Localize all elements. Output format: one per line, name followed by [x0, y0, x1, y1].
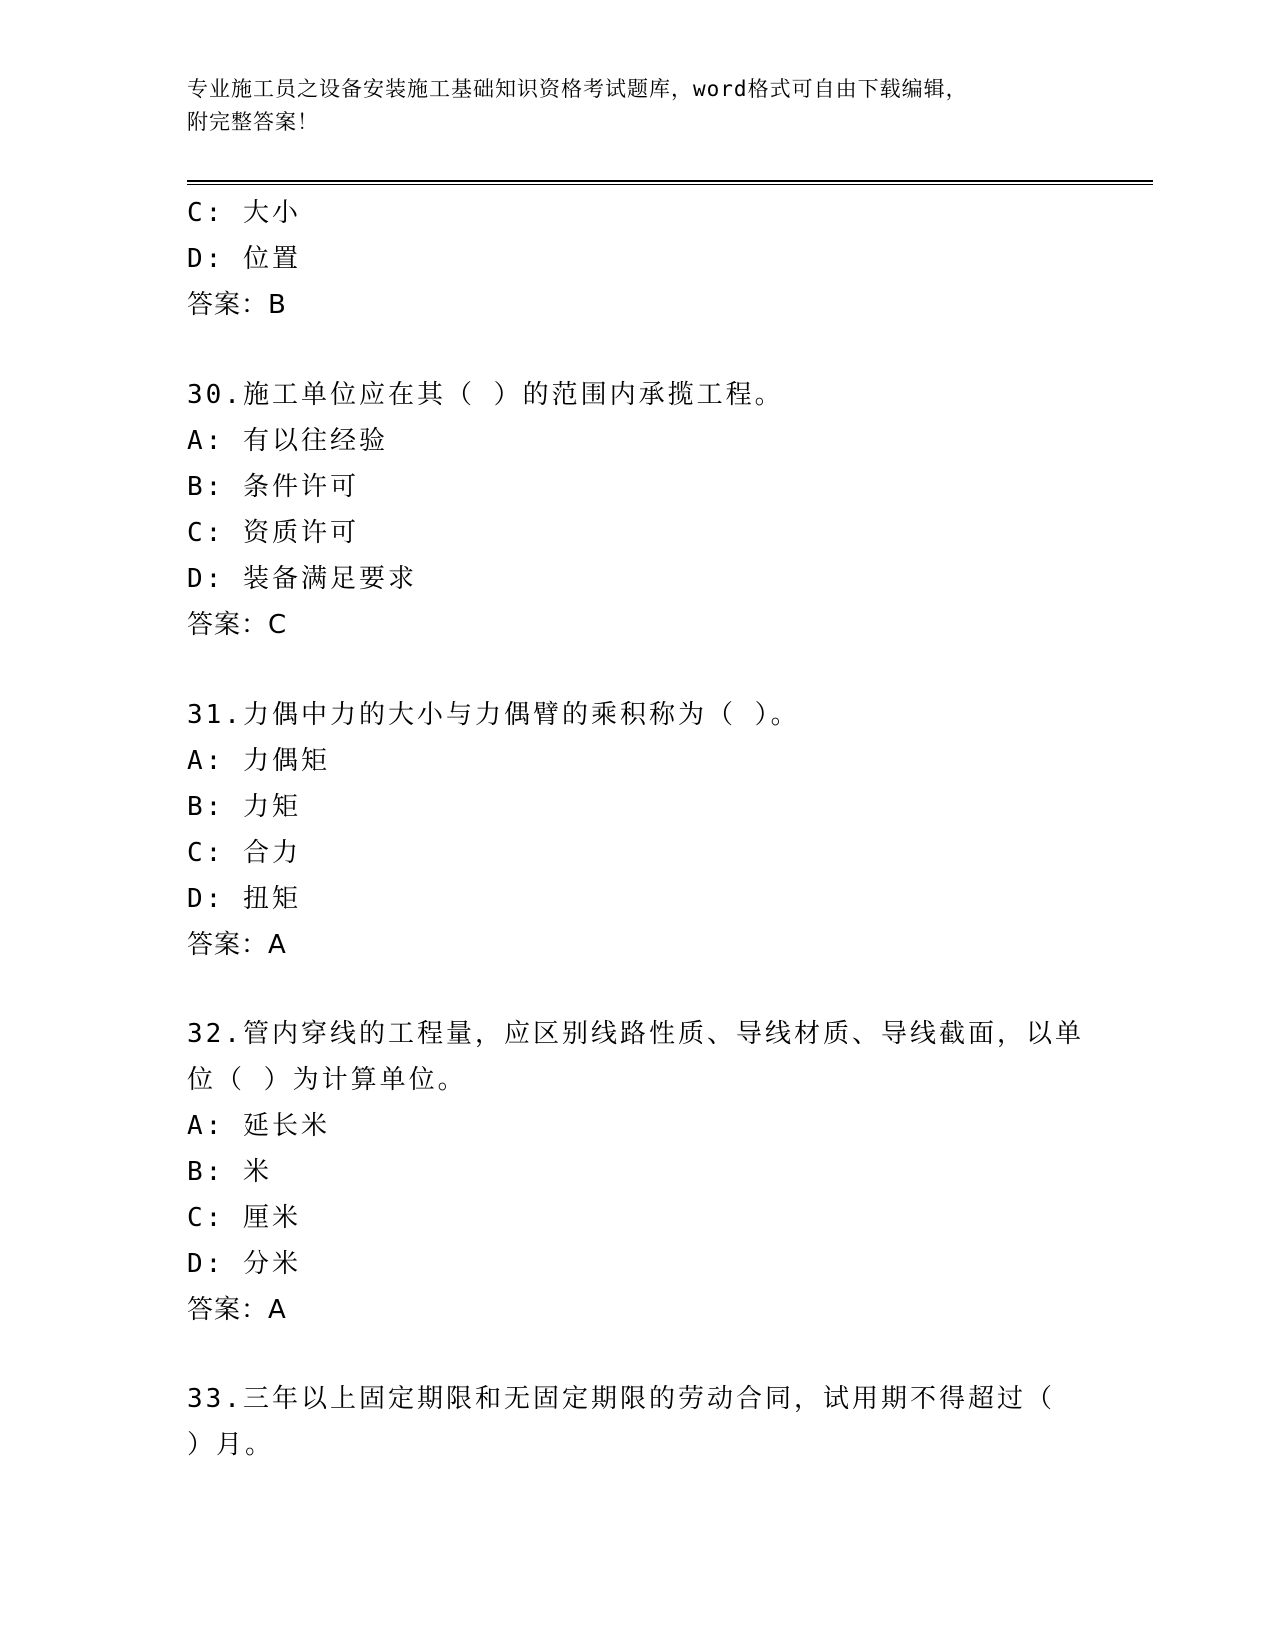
q31-option-a: A: 力偶矩	[187, 746, 330, 776]
spacer	[187, 648, 1087, 692]
spacer	[187, 968, 1087, 1012]
header-line-2: 附完整答案！	[187, 110, 319, 134]
document-header	[187, 73, 1087, 139]
q32-option-a: A: 延长米	[187, 1111, 330, 1141]
q32-option-b: B: 米	[187, 1157, 272, 1187]
q31-option-b: B: 力矩	[187, 792, 301, 822]
q32-option-c: C: 厘米	[187, 1203, 301, 1233]
header-divider	[187, 180, 1153, 185]
question-32-block	[187, 1012, 1087, 1333]
q31-option-c: C: 合力	[187, 838, 301, 868]
spacer	[187, 328, 1087, 372]
q31-answer: 答案：A	[187, 930, 287, 960]
q30-option-b: B: 条件许可	[187, 472, 359, 502]
q32-option-d: D: 分米	[187, 1249, 301, 1279]
question-33-block	[187, 1377, 1087, 1468]
q29-answer: 答案：B	[187, 290, 287, 320]
header-line-1: 专业施工员之设备安装施工基础知识资格考试题库，word格式可自由下载编辑，	[187, 77, 968, 101]
q33-question-line-2: ）月。	[187, 1430, 275, 1460]
q30-option-a: A: 有以往经验	[187, 426, 388, 456]
q32-answer: 答案：A	[187, 1295, 287, 1325]
q33-question-line-1: 33.三年以上固定期限和无固定期限的劳动合同，试用期不得超过（	[187, 1384, 1055, 1414]
q32-question-line-2: 位（ ）为计算单位。	[187, 1065, 467, 1095]
q30-option-d: D: 装备满足要求	[187, 564, 417, 594]
q29-option-c: C: 大小	[187, 198, 301, 228]
q30-option-c: C: 资质许可	[187, 518, 359, 548]
q30-question: 30.施工单位应在其（ ）的范围内承揽工程。	[187, 380, 784, 410]
question-29-block	[187, 190, 1087, 328]
q29-option-d: D: 位置	[187, 244, 301, 274]
question-31-block	[187, 692, 1087, 968]
question-30-block	[187, 372, 1087, 648]
spacer	[187, 1333, 1087, 1377]
q31-question: 31.力偶中力的大小与力偶臂的乘积称为（ ）。	[187, 700, 800, 730]
document-body	[187, 190, 1087, 1468]
q31-option-d: D: 扭矩	[187, 884, 301, 914]
q32-question-line-1: 32.管内穿线的工程量，应区别线路性质、导线材质、导线截面，以单	[187, 1019, 1084, 1049]
q30-answer: 答案：C	[187, 610, 288, 640]
